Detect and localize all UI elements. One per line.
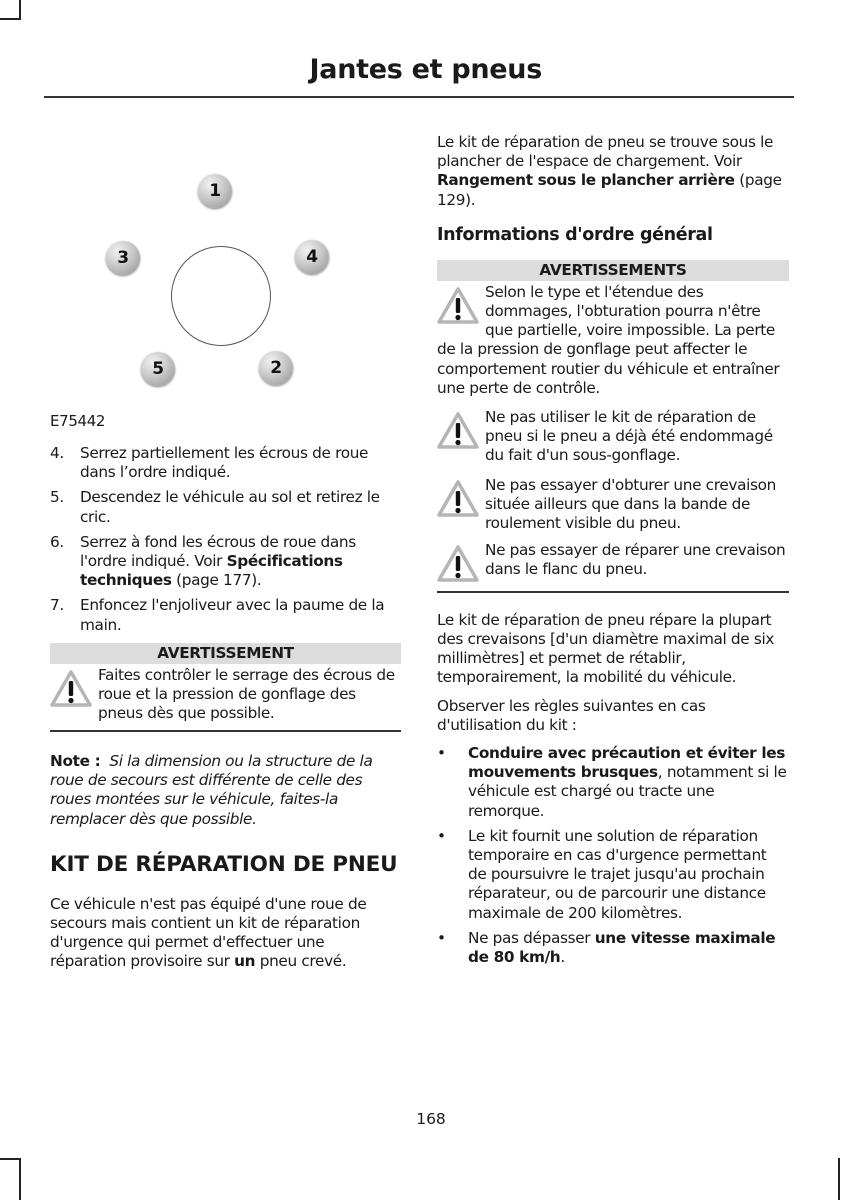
list-item xyxy=(437,744,789,821)
intro-text: pneu crevé. xyxy=(255,952,347,971)
note-label: Note : xyxy=(50,751,101,770)
kit-location-paragraph xyxy=(437,133,789,210)
note-block xyxy=(50,752,401,829)
warning-item xyxy=(437,539,789,583)
nut-2: 2 xyxy=(259,351,293,385)
nut-4: 4 xyxy=(295,240,329,274)
list-item xyxy=(50,444,401,482)
step-number: 7. xyxy=(50,596,64,615)
step-text: (page 177). xyxy=(171,571,262,590)
warning-item xyxy=(437,406,789,466)
bullet-bold: Conduire avec précaution et éviter les mouvements brusques xyxy=(468,743,786,782)
bullet-text: , notamment si le véhicule est chargé ou tracte une remorque. xyxy=(468,763,787,820)
paragraph-text: Le kit de réparation de pneu se trouve sous le plancher de l'espace de chargement. Voir xyxy=(437,133,774,171)
step-number: 6. xyxy=(50,532,64,551)
list-item xyxy=(50,533,401,591)
list-item xyxy=(437,929,789,967)
intro-bold: un xyxy=(234,952,256,971)
rules-list xyxy=(437,744,789,967)
wheel-hub-circle xyxy=(171,246,271,346)
bullet-icon: • xyxy=(437,928,446,947)
bullet-icon: • xyxy=(437,826,446,845)
warning-text: Faites contrôler le serrage des écrous de roue et la pression de gonflage des pneus dès que possible. xyxy=(98,665,395,723)
crop-mark xyxy=(19,1158,21,1200)
warning-triangle-icon xyxy=(50,670,92,708)
warnings-heading: AVERTISSEMENTS xyxy=(437,260,789,281)
step-text: Serrez à fond les écrous de roue dans l'ordre indiqué. Voir xyxy=(80,532,356,571)
nut-1: 1 xyxy=(198,174,232,208)
warning-text: Ne pas essayer de réparer une crevaison dans le flanc du pneu. xyxy=(485,541,786,579)
bullet-text: Ne pas dépasser xyxy=(468,928,595,947)
subsection-heading: Informations d'ordre général xyxy=(437,224,713,245)
list-item xyxy=(50,488,401,526)
intro-text: Ce véhicule n'est pas équipé d'une roue de secours mais contient un kit de réparation d'urgence qui permet d'effectuer une réparation provisoire sur xyxy=(50,894,367,971)
warning-triangle-icon xyxy=(437,287,479,325)
step-text: Descendez le véhicule au sol et retirez le cric. xyxy=(80,488,380,526)
bullet-text: Le kit fournit une solution de réparation temporaire en cas d'urgence permettant de poursuivre le trajet jusqu'au prochain réparateur, ou de parcourir une distance maximale de 200 kilomètres. xyxy=(468,826,767,922)
steps-list xyxy=(50,444,401,972)
wheel-nut-diagram xyxy=(50,168,401,403)
cross-reference-link[interactable]: Spécifications techniques xyxy=(80,552,343,590)
warning-item xyxy=(437,281,789,398)
bullet-bold: une vitesse maximale de 80 km/h xyxy=(468,928,776,966)
left-column xyxy=(50,168,401,971)
warning-heading: AVERTISSEMENT xyxy=(50,643,401,664)
step-number: 4. xyxy=(50,444,64,462)
warning-triangle-icon xyxy=(437,480,479,518)
warning-item xyxy=(437,474,789,534)
crop-mark xyxy=(0,18,21,20)
warning-text: Ne pas essayer d'obturer une crevaison située ailleurs que dans la bande de roulement visible du pneu. xyxy=(485,475,777,533)
page-number: 168 xyxy=(416,1110,446,1128)
bullet-text: . xyxy=(560,948,565,966)
warning-item xyxy=(50,664,401,724)
list-item xyxy=(50,596,401,634)
warning-triangle-icon xyxy=(437,412,479,450)
figure-code: E75442 xyxy=(50,412,106,430)
warning-end-rule xyxy=(50,730,401,732)
crop-mark xyxy=(838,1158,840,1200)
warning-text: Selon le type et l'étendue des dommages, l'obturation pourra n'être que partielle, voire impossible. La perte de la pression de gonflage peut affecter le comportement routier du véhicule et entraîner une perte de contrôle. xyxy=(437,282,780,397)
warnings-end-rule xyxy=(437,591,789,593)
page-title: Jantes et pneus xyxy=(309,54,542,85)
crop-mark xyxy=(19,0,21,18)
step-number: 5. xyxy=(50,488,64,507)
repair-paragraph: Le kit de réparation de pneu répare la plupart des crevaisons [d'un diamètre maximal de six millimètres] et permet de rétablir, temporairement, la mobilité du véhicule. xyxy=(437,610,775,687)
rules-intro: Observer les règles suivantes en cas d'utilisation du kit : xyxy=(437,696,706,734)
nut-5: 5 xyxy=(141,352,175,386)
step-text: Serrez partiellement les écrous de roue dans l’ordre indiqué. xyxy=(80,444,369,482)
cross-reference-link[interactable]: Rangement sous le plancher arrière xyxy=(437,171,735,190)
section-block xyxy=(50,851,401,972)
paragraph-text: (page 129). xyxy=(437,171,782,209)
right-column xyxy=(437,133,789,973)
crop-mark xyxy=(0,1158,21,1160)
warning-text: Ne pas utiliser le kit de réparation de pneu si le pneu a déjà été endommagé du fait d'un sous-gonflage. xyxy=(485,408,773,465)
note-text: Si la dimension ou la structure de la roue de secours est différente de celle des roues montées sur le véhicule, faites-la remplacer dès que possible. xyxy=(50,751,373,828)
section-title: KIT DE RÉPARATION DE PNEU xyxy=(50,851,398,877)
bullet-icon: • xyxy=(437,743,446,762)
section-intro xyxy=(50,895,401,972)
warning-block xyxy=(50,643,401,732)
warning-triangle-icon xyxy=(437,545,479,583)
step-text: Enfoncez l'enjoliveur avec la paume de la main. xyxy=(80,596,385,634)
list-item xyxy=(437,827,789,923)
nut-3: 3 xyxy=(106,241,140,275)
title-divider xyxy=(44,96,794,98)
